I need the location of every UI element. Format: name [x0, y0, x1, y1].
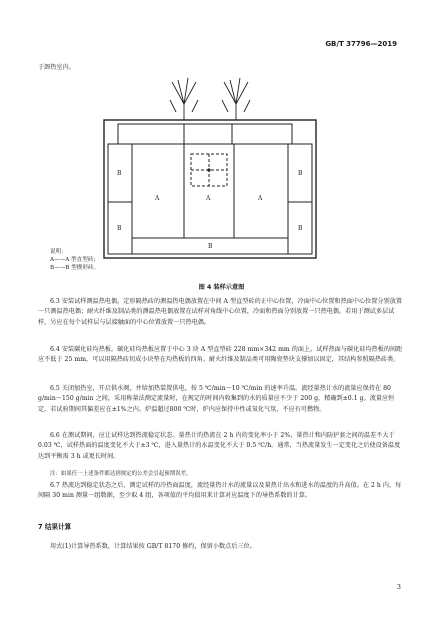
- brick-label-b-right: B: [298, 170, 303, 177]
- paragraph-6-4: 6.4 安装碳化硅均热板。碳化硅均热板应置于中心 3 块 A 型直型砖 228 mm×342 mm 的面上，试样热面与碳化硅均热板的间距应不低于 25 mm，可以用隔热砖切成小块垫在均热板的四角。耐火纤维及制品类可用陶瓷垫块支撑加以固定，其结构参照隔热砖类。: [38, 346, 403, 364]
- legend-title: 说明：: [50, 249, 67, 255]
- paragraph-6-6: 6.6 在测试期间，应让试样达到热流稳定状态。量热计的热流在 2 h 内的变化率小于 2%，量热计和内防护套之间的温差不大于 0.03 ℃，试样热面的温度变化不大于±3 ℃，进入量热计的水温变化不大于 0.5 ℃/h。通常，当热流量发生一定变化之后使设备温度达到平衡需 3 h 或更长时间。: [38, 432, 401, 460]
- brick-label-b-bottom: B: [208, 243, 213, 250]
- note: 注：如果任一上述条件都达到规定的公差会引起预期误差。: [50, 471, 192, 477]
- brick-label-a-right: A: [258, 195, 263, 202]
- formula-intro: 用式(1)计算导热系数，计算结果按 GB/T 8170 修约，保留小数点后三位。: [50, 543, 256, 550]
- paragraph-6-7: 6.7 热流达到稳定状态之后，测定试样的冷热面温度，流经量热计水的流量以及量热计出水和进水的温度的升高值。在 2 h 内，每间隔 30 min 测量一组数据，至少取 4 组，各项值的平均值用来计算对应温度下的导热系数的计算。: [38, 482, 402, 500]
- section-7-heading: 7 结果计算: [38, 523, 72, 531]
- intro-fragment: 于卸热室内。: [38, 64, 75, 71]
- figure-caption: 图 4 装样示意图: [198, 284, 245, 291]
- brick-label-b-left: B: [117, 170, 122, 177]
- standard-number: GB/T 37796—2019: [325, 40, 397, 48]
- brick-label-a-center: A: [206, 195, 211, 202]
- brick-label-b-bottom-left: B: [117, 225, 122, 232]
- paragraph-6-3: 6.3 安装试样测温热电偶。定形隔热砖的测温热电偶放置在中间 A 型直型砖的正中心位置，冷面中心位置和热面中心位置分别放置一只测温热电偶；耐火纤维及制品类的测温热电偶放置在试样对角线中心位置，冷面和热面分别放置一只热电偶。若用于测试多层试样，另应在每个试样层与层接触面的中心位置放置一只热电偶。: [38, 298, 403, 326]
- legend-item-a: A——A 型直型砖；: [50, 257, 100, 263]
- figure-legend: [50, 248, 99, 272]
- page-number: 3: [396, 583, 401, 591]
- legend-item-b: B——B 型楔形砖。: [50, 265, 100, 271]
- brick-label-a-left: A: [155, 195, 160, 202]
- paragraph-6-5: 6.5 关闭加热室，开启供水阀，并给加热装置供电，按 5 ℃/min～10 ℃/min 的速率升温。流经量热计水的流量应保持在 80 g/min～150 g/min 之间，采用称量法测定流量时，在规定的时间内收集到的水的质量应不少于 200 g，精确到±0.1 g。流量应恒定，若试验期间其偏差应在±1%之内。炉温超过800 ℃时，炉内应保持中性或氧化气氛，不应有可燃物。: [38, 385, 395, 413]
- brick-label-b-bottom-right: B: [298, 225, 303, 232]
